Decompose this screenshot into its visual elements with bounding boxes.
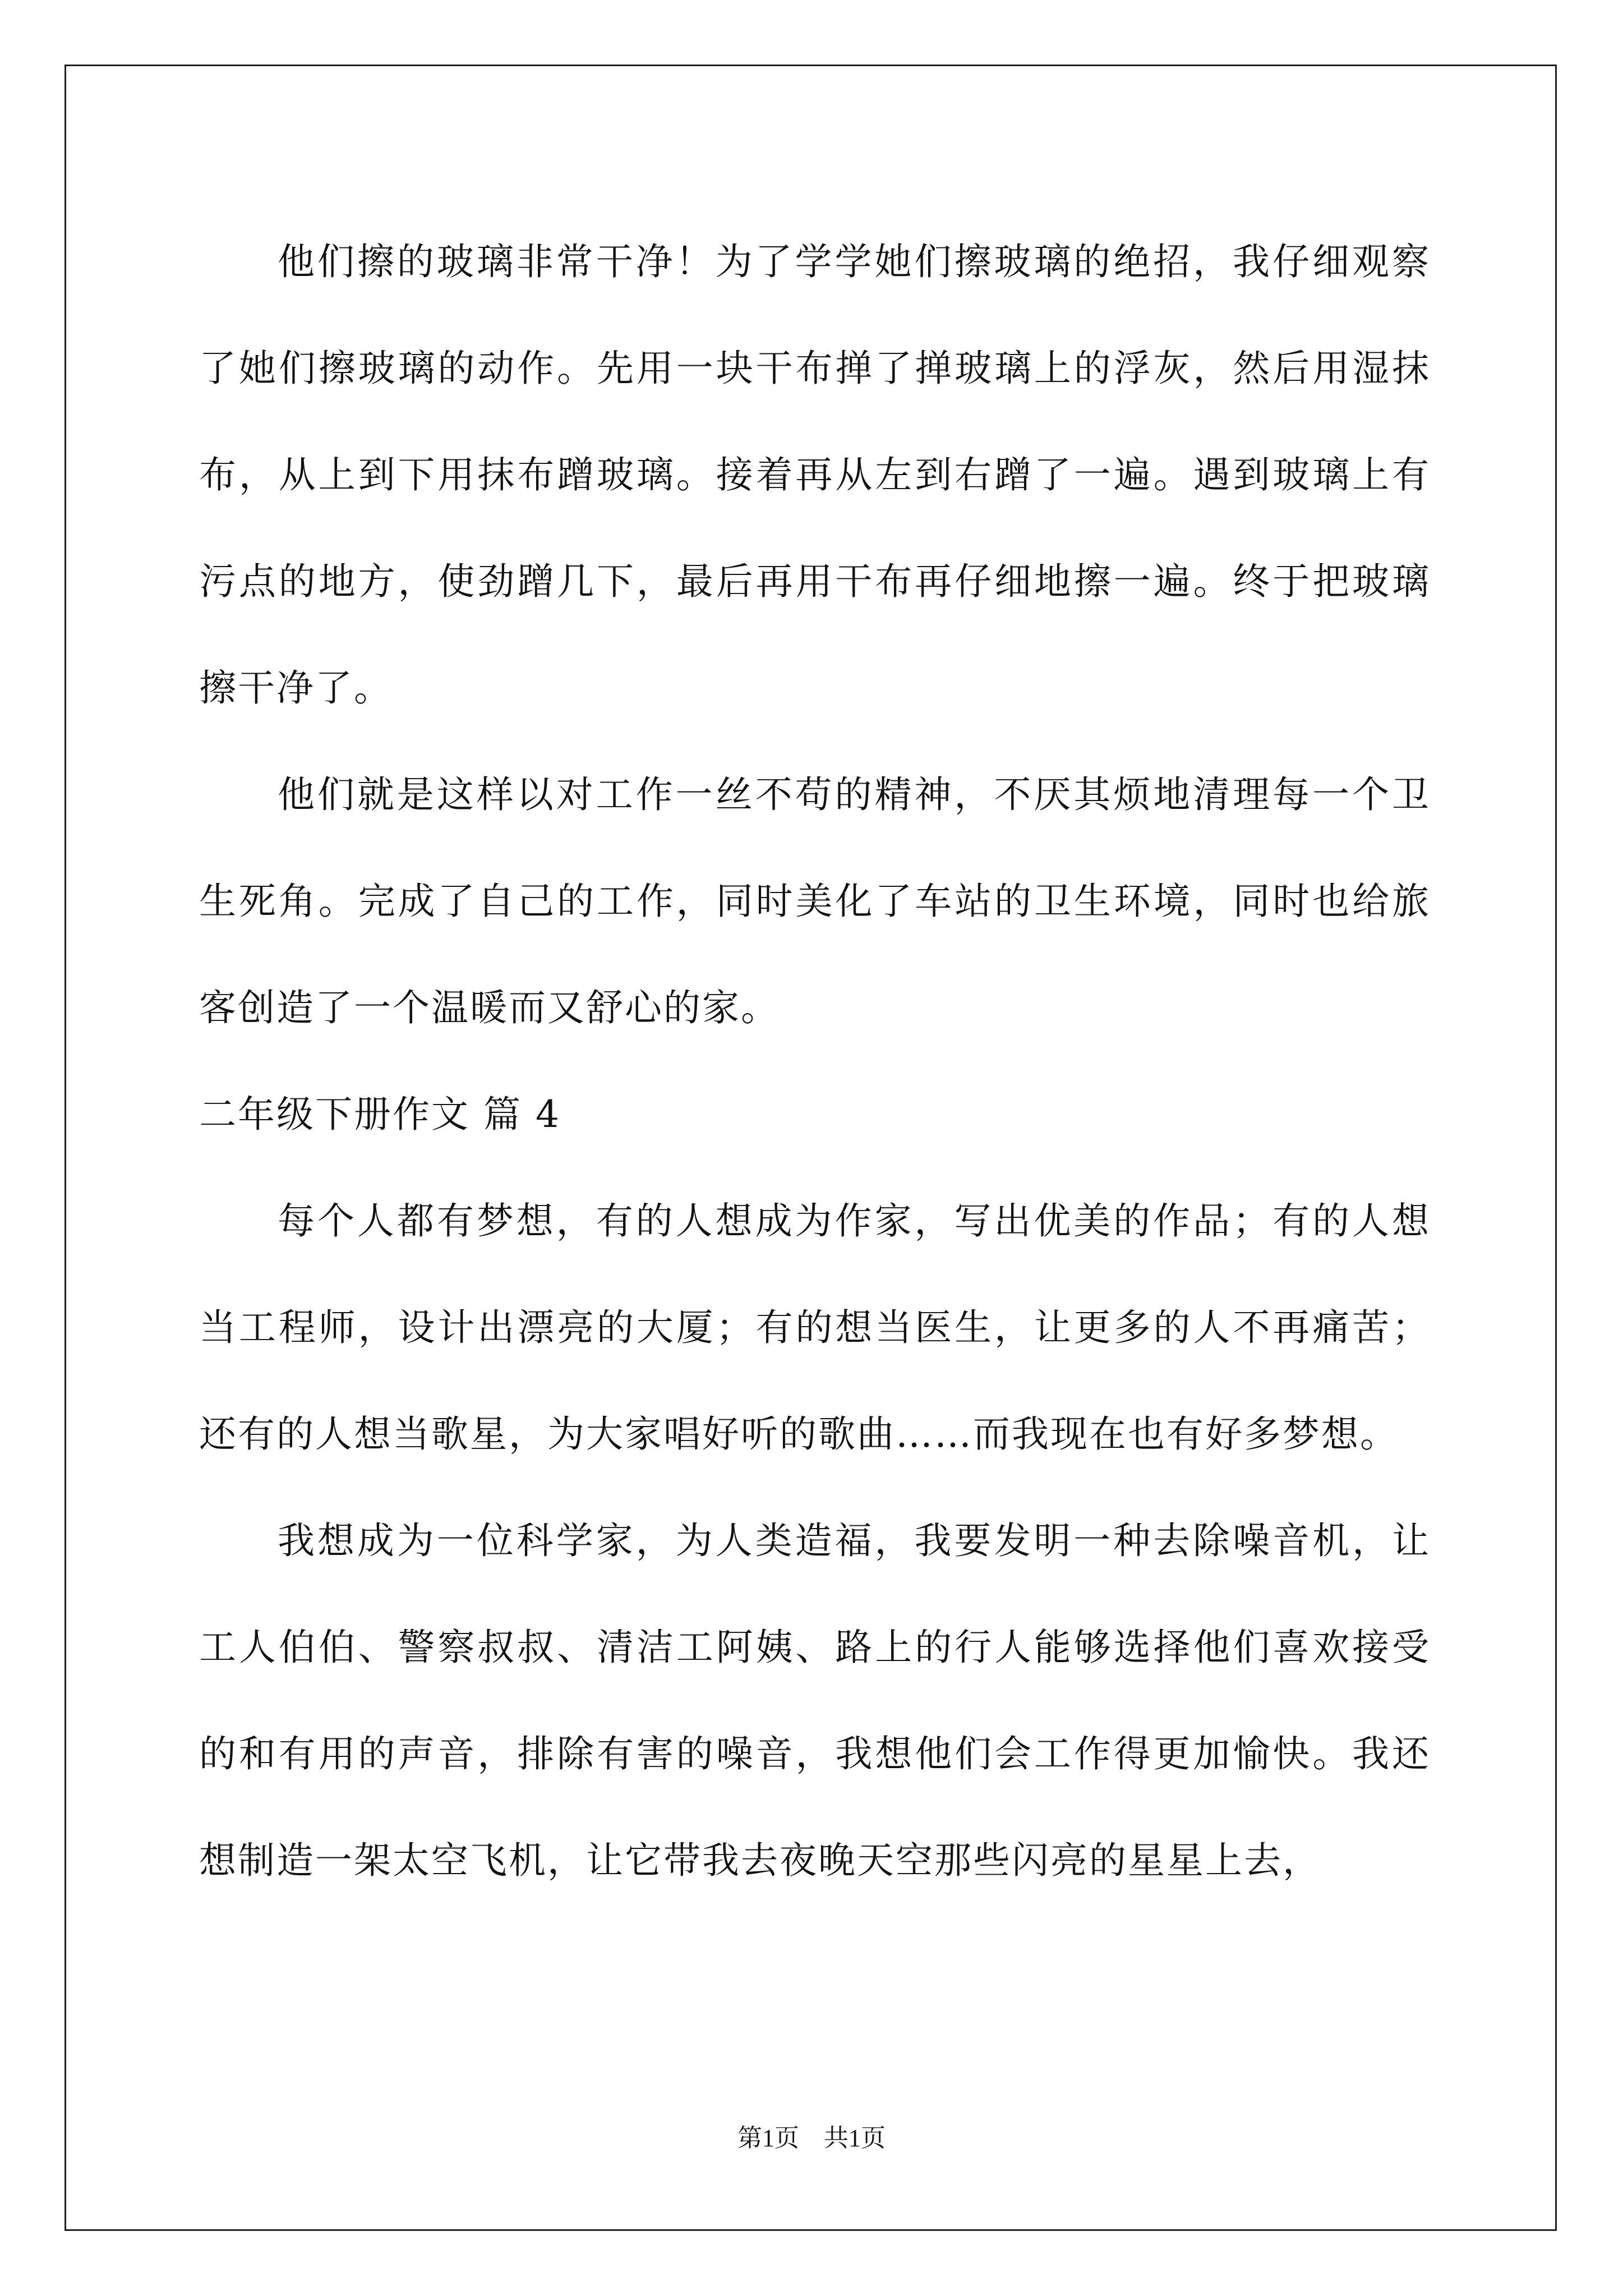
paragraph: 我想成为一位科学家，为人类造福，我要发明一种去除噪音机，让工人伯伯、警察叔叔、清洁工阿姨、路上的行人能够选择他们喜欢接受的和有用的声音，排除有害的噪音，我想他们会工作得更加愉快。我还想制造一架太空飞机，让它带我去夜晚天空那些闪亮的星星上去， <box>199 1519 1431 1882</box>
page-number-footer: 第1页 共1页 <box>737 2124 886 2152</box>
section-heading: 二年级下册作文 篇 4 <box>199 1093 561 1136</box>
paragraph: 他们擦的玻璃非常干净！为了学学她们擦玻璃的绝招，我仔细观察了她们擦玻璃的动作。先用一块干布掸了掸玻璃上的浮灰，然后用湿抹布，从上到下用抹布蹭玻璃。接着再从左到右蹭了一遍。遇到玻璃上有污点的地方，使劲蹭几下，最后再用干布再仔细地擦一遍。终于把玻璃擦干净了。 <box>199 240 1431 710</box>
paragraph: 他们就是这样以对工作一丝不苟的精神，不厌其烦地清理每一个卫生死角。完成了自己的工作，同时美化了车站的卫生环境，同时也给旅客创造了一个温暖而又舒心的家。 <box>199 773 1431 1029</box>
document-body <box>199 209 1431 1914</box>
paragraph: 每个人都有梦想，有的人想成为作家，写出优美的作品；有的人想当工程师，设计出漂亮的大厦；有的想当医生，让更多的人不再痛苦；还有的人想当歌星，为大家唱好听的歌曲……而我现在也有好多梦想。 <box>199 1199 1431 1456</box>
